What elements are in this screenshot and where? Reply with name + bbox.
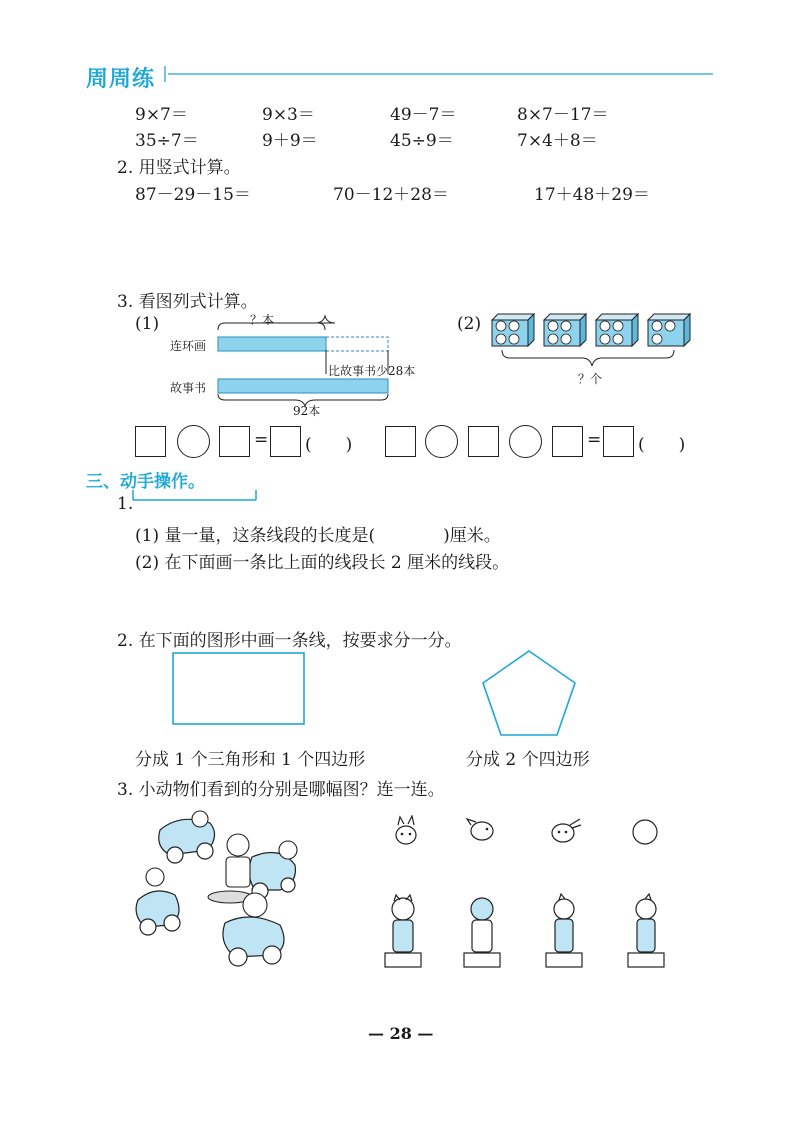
s3-question-1-number: 1. [117, 494, 134, 514]
expr-1-1: 9×7＝ [135, 105, 188, 125]
s3-question-3-title: 3. 小动物们看到的分别是哪幅图？连一连。 [117, 780, 445, 800]
story-books-label: 故事书 [170, 381, 207, 395]
expr-1-4: 8×7－17＝ [517, 105, 609, 125]
rectangle-shape[interactable] [172, 652, 306, 726]
operator-circle[interactable] [509, 425, 542, 458]
rectangle-caption: 分成 1 个三角形和 1 个四边形 [135, 750, 366, 770]
s3-q1-part-a: (1) 量一量，这条线段的长度是( )厘米。 [135, 526, 501, 546]
statue-back-icon[interactable] [461, 893, 503, 971]
story-books-total-label: 92本 [293, 404, 321, 418]
unit-paren[interactable]: ( ) [638, 435, 686, 455]
animals-in-cars-illustration [130, 805, 300, 975]
vertical-expr-2: 70－12＋28＝ [333, 185, 449, 205]
s3-question-2-title: 2. 在下面的图形中画一条线，按要求分一分。 [117, 631, 462, 651]
expr-2-3: 45÷9＝ [390, 131, 454, 151]
answer-box[interactable] [219, 426, 250, 457]
page-header-title: 周周练 [86, 67, 156, 92]
answer-box[interactable] [135, 426, 166, 457]
rabbit-head-icon[interactable] [548, 815, 582, 845]
expr-2-2: 9＋9＝ [262, 131, 318, 151]
expr-2-4: 7×4＋8＝ [517, 131, 598, 151]
answer-box[interactable] [552, 426, 583, 457]
answer-box[interactable] [270, 426, 301, 457]
unit-paren[interactable]: ( ) [305, 435, 353, 455]
section-3-title: 三、动手操作。 [86, 472, 205, 492]
difference-label: 比故事书少28本 [328, 364, 416, 378]
page-number: — 28 — [368, 1024, 434, 1043]
statue-side-left-icon[interactable] [543, 893, 585, 971]
vertical-expr-1: 87－29－15＝ [135, 185, 251, 205]
expr-1-3: 49－7＝ [390, 105, 457, 125]
answer-box[interactable] [603, 426, 634, 457]
operator-circle[interactable] [177, 425, 210, 458]
s3-q1-part-b: (2) 在下面画一条比上面的线段长 2 厘米的线段。 [135, 553, 510, 573]
part-2-number: (2) [457, 314, 482, 334]
statue-side-right-icon[interactable] [625, 893, 667, 971]
answer-box[interactable] [385, 426, 416, 457]
equals-sign: = [587, 430, 602, 450]
pentagon-shape[interactable] [480, 648, 578, 738]
expr-1-2: 9×3＝ [262, 105, 315, 125]
dog-head-side-icon[interactable] [465, 815, 497, 845]
head-back-icon[interactable] [630, 815, 660, 847]
expr-2-1: 35÷7＝ [135, 131, 199, 151]
equals-sign: = [254, 430, 269, 450]
squirrel-head-icon[interactable] [390, 815, 420, 847]
unknown-total-label: ？本 [250, 313, 275, 327]
header-divider-tick [164, 66, 166, 82]
unknown-count-label: ？个 [578, 372, 603, 386]
comic-books-label: 连环画 [170, 339, 207, 353]
part-1-number: (1) [135, 314, 160, 334]
pentagon-caption: 分成 2 个四边形 [466, 750, 590, 770]
operator-circle[interactable] [425, 425, 458, 458]
answer-box[interactable] [468, 426, 499, 457]
header-divider [168, 73, 713, 75]
vertical-expr-3: 17＋48＋29＝ [534, 185, 650, 205]
question-2-title: 2. 用竖式计算。 [117, 158, 241, 178]
cat-statue-front-icon[interactable] [382, 893, 424, 971]
question-3-title: 3. 看图列式计算。 [117, 292, 258, 312]
ball-boxes-figure [490, 308, 700, 378]
measure-segment [132, 490, 258, 502]
